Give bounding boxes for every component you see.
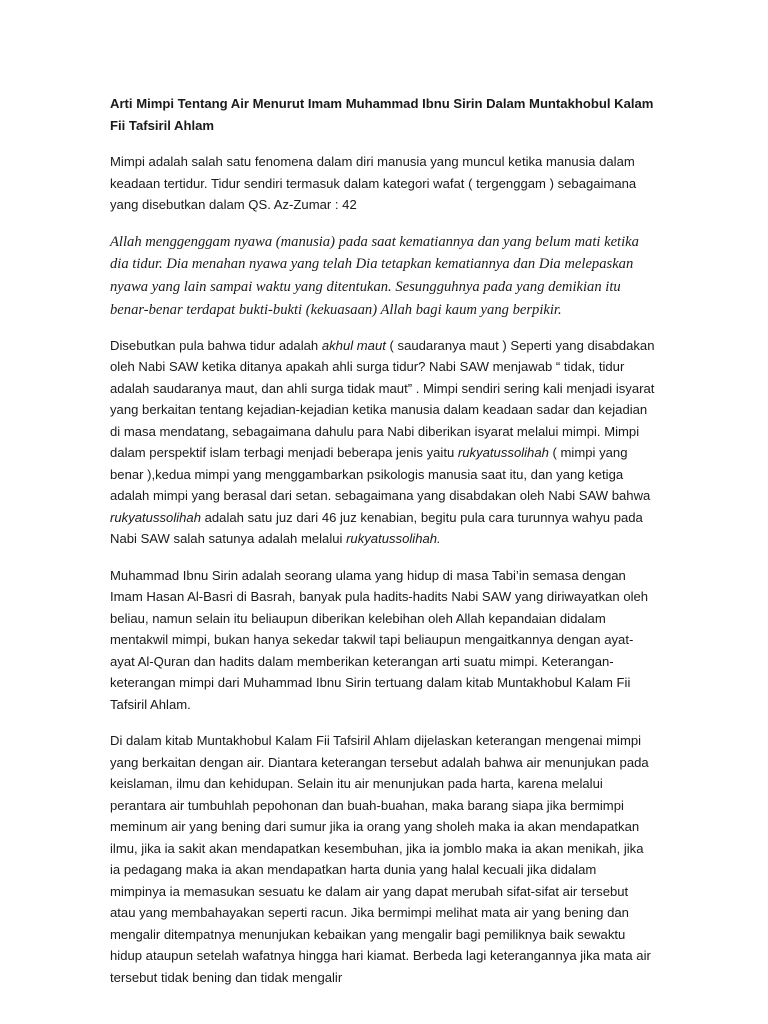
- paragraph-text: adalah satu juz dari 46 juz kenabian, begitu pula cara turunnya wahyu pada Nabi SAW salah satunya adalah melalui: [110, 509, 643, 547]
- paragraph-text: Disebutkan pula bahwa tidur adalah: [110, 337, 322, 353]
- paragraph-text: ( mimpi yang benar ),kedua mimpi yang menggambarkan psikologis manusia saat itu, dan yang ketiga adalah mimpi yang berasal dari setan. sebagaimana yang disabdakan oleh Nabi SAW bahwa: [110, 445, 651, 504]
- paragraph-air: Di dalam kitab Muntakhobul Kalam Fii Tafsiril Ahlam dijelaskan keterangan mengenai mimpi yang berkaitan dengan air. Diantara keterangan tersebut adalah bahwa air menunjukan pada keislaman, ilmu dan kehidupan. Selain itu air menunjukan pada harta, karena melalui perantara air tumbuhlah pepohonan dan buah-buahan, maka barang siapa jika bermimpi meminum air yang bening dari sumur jika ia orang yang sholeh maka ia akan mendapatkan ilmu, jika ia sakit akan mendapatkan kesembuhan, jika ia jomblo maka ia akan menikah, jika ia pedagang maka ia akan mendapatkan harta dunia yang halal kecuali jika didalam mimpinya ia memasukan sesuatu ke dalam air yang dapat merubah sifat-sifat air tersebut atau yang membahayakan seperti racun. Jika bermimpi melihat mata air yang bening dan mengalir ditempatnya menunjukan kebaikan yang mengalir bagi pemiliknya baik sewaktu hidup ataupun setelah wafatnya hingga hari kiamat. Berbeda lagi keterangannya jika mata air tersebut tidak bening dan tidak mengalir: [110, 733, 651, 985]
- paragraph-intro: Mimpi adalah salah satu fenomena dalam diri manusia yang muncul ketika manusia dalam keadaan tertidur. Tidur sendiri termasuk dalam kategori wafat ( tergenggam ) sebagaimana yang disebutkan dalam QS. Az-Zumar : 42: [110, 154, 637, 212]
- quran-quote: Allah menggenggam nyawa (manusia) pada saat kematiannya dan yang belum mati ketika dia tidur. Dia menahan nyawa yang telah Dia tetapkan kematiannya dan Dia melepaskan nyawa yang lain sampai waktu yang ditentukan. Sesungguhnya pada yang demikian itu benar-benar terdapat bukti-bukti (kekuasaan) Allah bagi kaum yang berpikir.: [110, 233, 639, 318]
- italic-term: rukyatussolihah: [457, 445, 549, 461]
- italic-term: rukyatussolihah: [110, 509, 201, 525]
- italic-term: akhul maut: [321, 337, 386, 353]
- italic-term: rukyatussolihah.: [346, 531, 441, 547]
- document-body: [110, 93, 655, 1003]
- paragraph-tidur: [110, 335, 655, 550]
- paragraph-ibnu-sirin: Muhammad Ibnu Sirin adalah seorang ulama yang hidup di masa Tabi’in semasa dengan Imam Hasan Al-Basri di Basrah, banyak pula hadits-hadits Nabi SAW yang diriwayatkan oleh beliau, namun selain itu beliaupun diberikan kelebihan oleh Allah kepandaian didalam mentakwil mimpi, bukan hanya sekedar takwil tapi beliaupun mengaitkannya dengan ayat-ayat Al-Quran dan hadits dalam memberikan keterangan arti suatu mimpi. Keterangan-keterangan mimpi dari Muhammad Ibnu Sirin tertuang dalam kitab Muntakhobul Kalam Fii Tafsiril Ahlam.: [110, 567, 649, 712]
- paragraph-text: ( saudaranya maut ) Seperti yang disabdakan oleh Nabi SAW ketika ditanya apakah ahli surga tidur? Nabi SAW menjawab “ tidak, tidur adalah saudaranya maut, dan ahli surga tidak maut” . Mimpi sendiri sering kali menjadi isyarat yang berkaitan tentang kejadian-kejadian ketika manusia dalam keadaan sadar dan kejadian di masa mendatang, sebagaimana dahulu para Nabi diberikan isyarat melalui mimpi. Mimpi dalam perspektif islam terbagi menjadi beberapa jenis yaitu: [110, 337, 655, 461]
- document-title: Arti Mimpi Tentang Air Menurut Imam Muhammad Ibnu Sirin Dalam Muntakhobul Kalam Fii Tafsiril Ahlam: [110, 96, 654, 133]
